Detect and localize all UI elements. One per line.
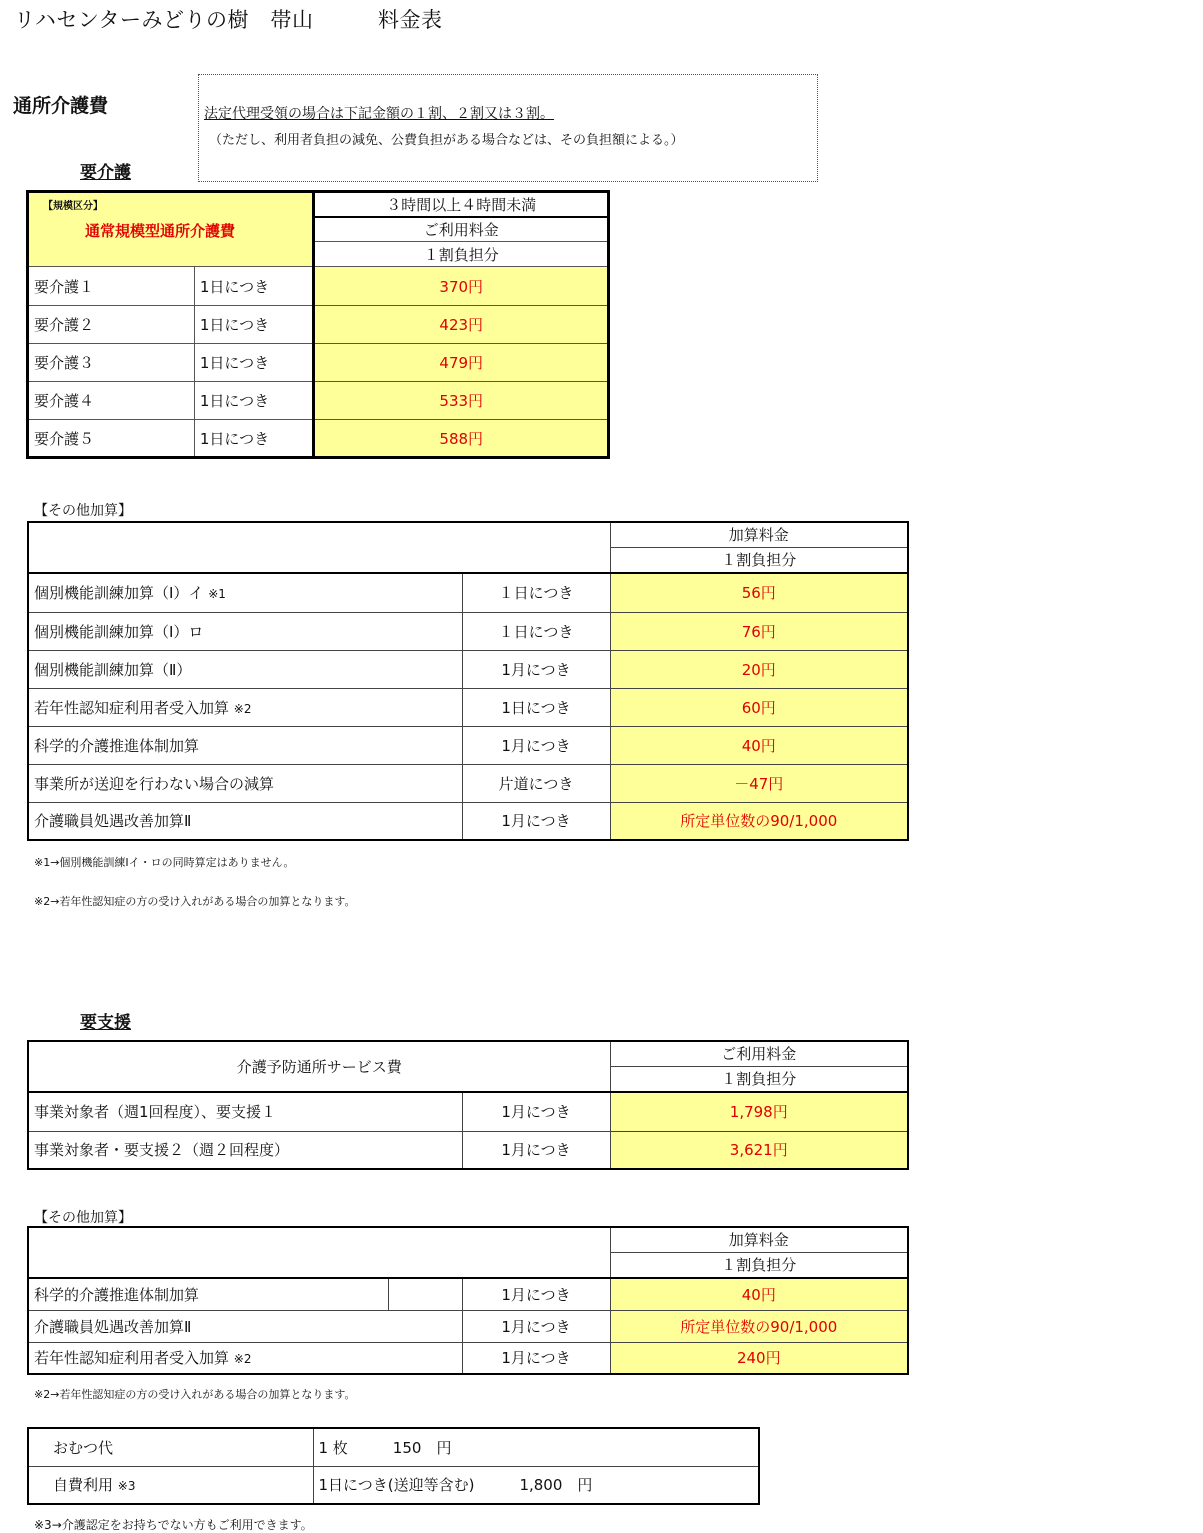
price: 40円 <box>610 1278 908 1310</box>
target-category: 事業対象者（週1回程度）、要支援１ <box>28 1092 462 1131</box>
table-row <box>28 764 908 802</box>
section-heading-care-fee: 通所介護費 <box>13 95 109 117</box>
table-row <box>28 1342 908 1374</box>
price: 240円 <box>610 1342 908 1374</box>
footnote-2-support: ※2→若年性認知症の方の受け入れがある場合の加算となります。 <box>34 1388 356 1401</box>
header-fee: ご利用料金 <box>314 217 609 242</box>
table-row <box>28 382 609 420</box>
table-row <box>28 1278 908 1310</box>
header-addition-fee: 加算料金 <box>610 1227 908 1252</box>
table-row <box>28 1310 908 1342</box>
addition-name: 個別機能訓練加算（Ⅱ） <box>34 660 192 679</box>
header-addition-fee: 加算料金 <box>610 522 908 547</box>
table-row <box>28 688 908 726</box>
extras-table <box>27 1427 760 1505</box>
unit: 1日につき <box>194 382 314 420</box>
price: 423円 <box>314 306 609 344</box>
footnote-1: ※1→個別機能訓練Ⅰイ・ロの同時算定はありません。 <box>34 856 295 869</box>
billing-note-box <box>198 74 818 182</box>
header-share: １割負担分 <box>610 547 908 573</box>
unit: 1月につき <box>462 802 610 840</box>
header-fee: ご利用料金 <box>610 1041 908 1066</box>
unit: １日につき <box>462 612 610 650</box>
care-level: 要介護４ <box>28 382 195 420</box>
care-addition-table <box>27 521 909 841</box>
table-row <box>28 726 908 764</box>
header-share: １割負担分 <box>314 242 609 267</box>
addition-name: 若年性認知症利用者受入加算 <box>34 698 230 717</box>
table-row <box>28 650 908 688</box>
sub-heading-care: 要介護 <box>80 163 131 183</box>
table-row <box>28 1131 908 1169</box>
footnote-mark: ※2 <box>233 701 252 716</box>
price: 533円 <box>314 382 609 420</box>
price: 所定単位数の90/1,000 <box>610 802 908 840</box>
table-row <box>28 573 908 612</box>
care-level-fee-table <box>26 190 610 459</box>
table-row <box>28 306 609 344</box>
price: 3,621円 <box>610 1131 908 1169</box>
price: 370円 <box>314 267 609 306</box>
other-addition-label: 【その他加算】 <box>34 503 132 519</box>
unit: 1月につき <box>462 650 610 688</box>
service-name: 介護予防通所サービス費 <box>28 1041 610 1092</box>
table-row <box>28 344 609 382</box>
page-title: リハセンターみどりの樹 帯山 料金表 <box>14 8 443 32</box>
unit: 1日につき <box>194 420 314 458</box>
unit: 1月につき <box>462 1131 610 1169</box>
price: 所定単位数の90/1,000 <box>610 1310 908 1342</box>
header-time-range: ３時間以上４時間未満 <box>314 192 609 217</box>
support-fee-table <box>27 1040 909 1170</box>
price: 40円 <box>610 726 908 764</box>
table-row <box>28 1466 759 1504</box>
scale-category-label: 【規模区分】 <box>43 201 103 212</box>
header-share: １割負担分 <box>610 1066 908 1092</box>
price: 20円 <box>610 650 908 688</box>
billing-note-line2: （ただし、利用者負担の減免、公費負担がある場合などは、その負担額による。） <box>209 133 684 148</box>
table-row <box>28 1092 908 1131</box>
unit: 1日につき <box>194 344 314 382</box>
scale-category-name: 通常規模型通所介護費 <box>85 222 236 240</box>
other-addition-label-support: 【その他加算】 <box>34 1210 132 1226</box>
unit: 片道につき <box>462 764 610 802</box>
addition-name: 若年性認知症利用者受入加算 <box>34 1349 230 1368</box>
price: 60円 <box>610 688 908 726</box>
footnote-mark: ※3 <box>117 1479 136 1494</box>
addition-name: 個別機能訓練加算（Ⅰ）ロ <box>34 622 204 641</box>
care-level: 要介護３ <box>28 344 195 382</box>
price: 56円 <box>610 573 908 612</box>
addition-name: 介護職員処遇改善加算Ⅱ <box>28 1310 462 1342</box>
care-level: 要介護１ <box>28 267 195 306</box>
table-row <box>28 267 609 306</box>
price: 479円 <box>314 344 609 382</box>
target-category: 事業対象者・要支援２（週２回程度） <box>28 1131 462 1169</box>
addition-name: 科学的介護推進体制加算 <box>34 736 200 755</box>
price: 1,798円 <box>610 1092 908 1131</box>
addition-name: 事業所が送迎を行わない場合の減算 <box>34 774 275 793</box>
price: －47円 <box>610 764 908 802</box>
addition-name: 科学的介護推進体制加算 <box>28 1278 388 1310</box>
unit: 1月につき <box>462 1342 610 1374</box>
footnote-mark: ※2 <box>233 1352 252 1367</box>
price: 76円 <box>610 612 908 650</box>
unit: １日につき <box>462 573 610 612</box>
care-level: 要介護５ <box>28 420 195 458</box>
unit: 1月につき <box>462 726 610 764</box>
self-pay-value: 1日につき(送迎等含む) 1,800 円 <box>313 1466 759 1504</box>
diaper-label: おむつ代 <box>28 1428 313 1466</box>
unit: 1日につき <box>462 688 610 726</box>
unit: 1月につき <box>462 1092 610 1131</box>
table-row <box>28 420 609 458</box>
footnote-mark: ※1 <box>208 587 226 602</box>
billing-note-line1: 法定代理受領の場合は下記金額の１割、２割又は３割。 <box>204 106 554 122</box>
addition-name: 介護職員処遇改善加算Ⅱ <box>34 812 192 831</box>
table-row <box>28 802 908 840</box>
unit: 1月につき <box>462 1278 610 1310</box>
sub-heading-support: 要支援 <box>80 1013 131 1033</box>
unit: 1日につき <box>194 267 314 306</box>
footnote-2: ※2→若年性認知症の方の受け入れがある場合の加算となります。 <box>34 895 356 908</box>
header-share: １割負担分 <box>610 1252 908 1278</box>
price: 588円 <box>314 420 609 458</box>
table-row <box>28 1428 759 1466</box>
scale-category-cell <box>28 192 314 267</box>
unit: 1日につき <box>194 306 314 344</box>
unit: 1月につき <box>462 1310 610 1342</box>
table-row <box>28 612 908 650</box>
addition-name: 個別機能訓練加算（Ⅰ）イ <box>34 584 204 603</box>
footnote-3: ※3→介護認定をお持ちでない方もご利用できます。 <box>34 1518 313 1532</box>
support-addition-table <box>27 1226 909 1375</box>
diaper-value: 1 枚 150 円 <box>313 1428 759 1466</box>
self-pay-label: 自費利用 <box>53 1476 114 1495</box>
care-level: 要介護２ <box>28 306 195 344</box>
